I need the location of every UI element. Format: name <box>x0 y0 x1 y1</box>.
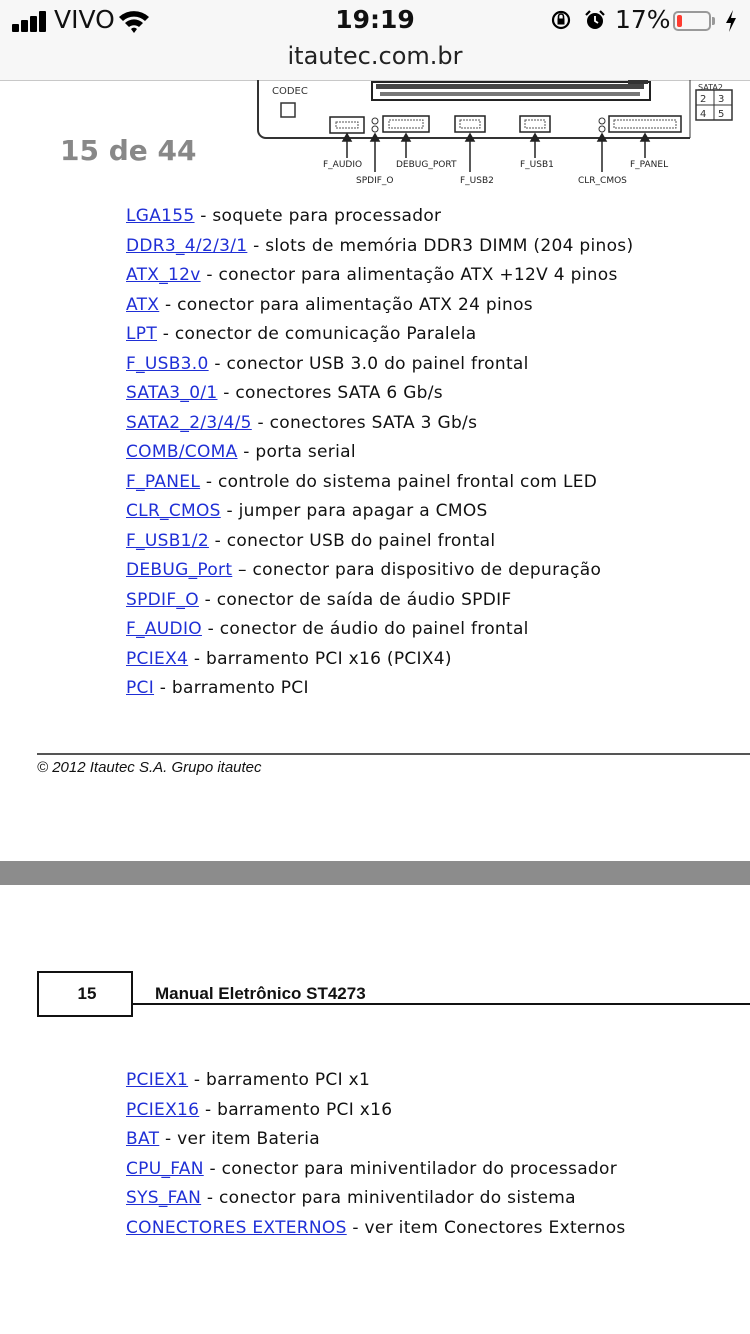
connector-link[interactable]: PCI <box>126 678 155 698</box>
list-item <box>126 527 633 557</box>
connector-description: - conector para alimentação ATX +12V 4 pinos <box>200 265 618 285</box>
connector-description: - conector de áudio do painel frontal <box>201 619 529 639</box>
connector-link[interactable]: PCIEX4 <box>126 648 189 669</box>
connector-description: - jumper para apagar a CMOS <box>220 501 488 521</box>
diagram-number: 5 <box>718 109 725 120</box>
connector-link[interactable]: ATX <box>126 294 160 315</box>
list-item <box>126 556 633 586</box>
list-item <box>126 674 633 704</box>
list-item <box>126 379 633 409</box>
connector-description: - conector USB do painel frontal <box>208 530 496 551</box>
footer-divider <box>37 753 750 755</box>
connector-description: - ver item Conectores Externos <box>346 1217 626 1238</box>
connector-description: - conector para miniventilador do processador <box>203 1158 617 1179</box>
page-separator <box>0 861 750 885</box>
connector-description: - conector para alimentação ATX 24 pinos <box>159 294 533 315</box>
page-counter: 15 de 44 <box>60 134 197 167</box>
url-text[interactable]: itautec.com.br <box>287 42 463 70</box>
status-time: 19:19 <box>335 5 415 34</box>
connector-link[interactable]: PCIEX16 <box>126 1099 200 1120</box>
connector-link[interactable]: SATA3_0/1 <box>126 383 218 403</box>
list-item <box>126 645 633 675</box>
battery-tip <box>712 17 715 25</box>
page-number: 15 <box>77 984 97 1003</box>
alarm-icon <box>584 9 606 31</box>
connector-description: - soquete para processador <box>194 206 442 226</box>
carrier-name: VIVO <box>54 5 115 34</box>
list-item <box>126 1214 626 1244</box>
list-item <box>126 438 633 468</box>
diagram-number: 3 <box>718 94 725 105</box>
connector-list <box>126 202 633 704</box>
diagram-label-debug-port: DEBUG_PORT <box>396 160 457 170</box>
list-item <box>126 615 633 645</box>
connector-description: - barramento PCI x1 <box>188 1070 371 1090</box>
connector-link[interactable]: DEBUG_Port <box>126 560 233 580</box>
list-item <box>126 1184 626 1214</box>
connector-description: - conector USB 3.0 do painel frontal <box>208 353 529 374</box>
diagram-label-clr-cmos: CLR_CMOS <box>578 176 627 186</box>
list-item <box>126 1066 626 1096</box>
diagram-label-spdif-o: SPDIF_O <box>356 176 394 186</box>
list-item <box>126 586 633 616</box>
connector-description: – conector para dispositivo de depuração <box>232 560 602 580</box>
list-item <box>126 291 633 321</box>
connector-description: - barramento PCI x16 (PCIX4) <box>188 648 452 669</box>
connector-link[interactable]: LPT <box>126 324 158 344</box>
diagram-label-f-panel: F_PANEL <box>630 160 669 170</box>
connector-link[interactable]: F_USB1/2 <box>126 530 209 551</box>
connector-link[interactable]: SYS_FAN <box>126 1188 202 1208</box>
copyright-text: © 2012 Itautec S.A. Grupo itautec <box>37 759 262 776</box>
connector-description: - barramento PCI <box>154 678 309 698</box>
connector-description: - conector de saída de áudio SPDIF <box>198 589 512 610</box>
connector-description: - slots de memória DDR3 DIMM (204 pinos) <box>247 235 634 256</box>
connector-link[interactable]: SATA2_2/3/4/5 <box>126 412 252 433</box>
list-item <box>126 232 633 262</box>
diagram-label-sata2: SATA2 <box>698 83 723 92</box>
connector-description: - ver item Bateria <box>159 1129 320 1149</box>
list-item <box>126 1096 626 1126</box>
connector-description: - conectores SATA 3 Gb/s <box>251 412 478 433</box>
connector-link[interactable]: F_USB3.0 <box>126 353 209 374</box>
battery-percent: 17% <box>615 5 671 34</box>
connector-link[interactable]: COMB/COMA <box>126 442 238 462</box>
browser-url-bar[interactable] <box>0 40 750 81</box>
list-item <box>126 320 633 350</box>
diagram-label-f-usb2: F_USB2 <box>460 176 494 186</box>
list-item <box>126 261 633 291</box>
connector-link[interactable]: SPDIF_O <box>126 589 199 610</box>
connector-link[interactable]: DDR3_4/2/3/1 <box>126 235 248 256</box>
connector-link[interactable]: PCIEX1 <box>126 1070 189 1090</box>
connector-description: - conector para miniventilador do sistema <box>201 1188 576 1208</box>
connector-link[interactable]: F_PANEL <box>126 471 201 492</box>
diagram-label-f-usb1: F_USB1 <box>520 160 554 170</box>
list-item <box>126 468 633 498</box>
connector-link[interactable]: ATX_12v <box>126 265 201 285</box>
list-item <box>126 497 633 527</box>
battery-icon <box>673 11 711 31</box>
connector-link[interactable]: CONECTORES EXTERNOS <box>126 1217 347 1238</box>
connector-description: - barramento PCI x16 <box>199 1099 393 1120</box>
connector-description: - conectores SATA 6 Gb/s <box>217 383 443 403</box>
connector-list-continued <box>126 1066 626 1243</box>
connector-description: - porta serial <box>237 442 356 462</box>
status-bar <box>0 0 750 40</box>
manual-title: Manual Eletrônico ST4273 <box>155 984 366 1003</box>
connector-link[interactable]: F_AUDIO <box>126 619 202 639</box>
page-number-box <box>37 971 133 1017</box>
connector-link[interactable]: CPU_FAN <box>126 1158 204 1179</box>
diagram-number: 2 <box>700 94 707 105</box>
list-item <box>126 1155 626 1185</box>
rotation-lock-icon <box>550 9 572 31</box>
header-rule <box>133 1003 750 1005</box>
connector-link[interactable]: CLR_CMOS <box>126 501 221 521</box>
connector-link[interactable]: LGA155 <box>126 206 195 226</box>
list-item <box>126 350 633 380</box>
diagram-label-f-audio: F_AUDIO <box>323 160 363 170</box>
charging-icon <box>724 9 738 33</box>
diagram-label-codec: CODEC <box>272 86 308 97</box>
list-item <box>126 1125 626 1155</box>
connector-description: - controle do sistema painel frontal com LED <box>200 471 598 492</box>
list-item <box>126 409 633 439</box>
diagram-number: 4 <box>700 109 707 120</box>
connector-link[interactable]: BAT <box>126 1129 160 1149</box>
motherboard-diagram <box>250 80 750 190</box>
list-item <box>126 202 633 232</box>
connector-description: - conector de comunicação Paralela <box>157 324 477 344</box>
